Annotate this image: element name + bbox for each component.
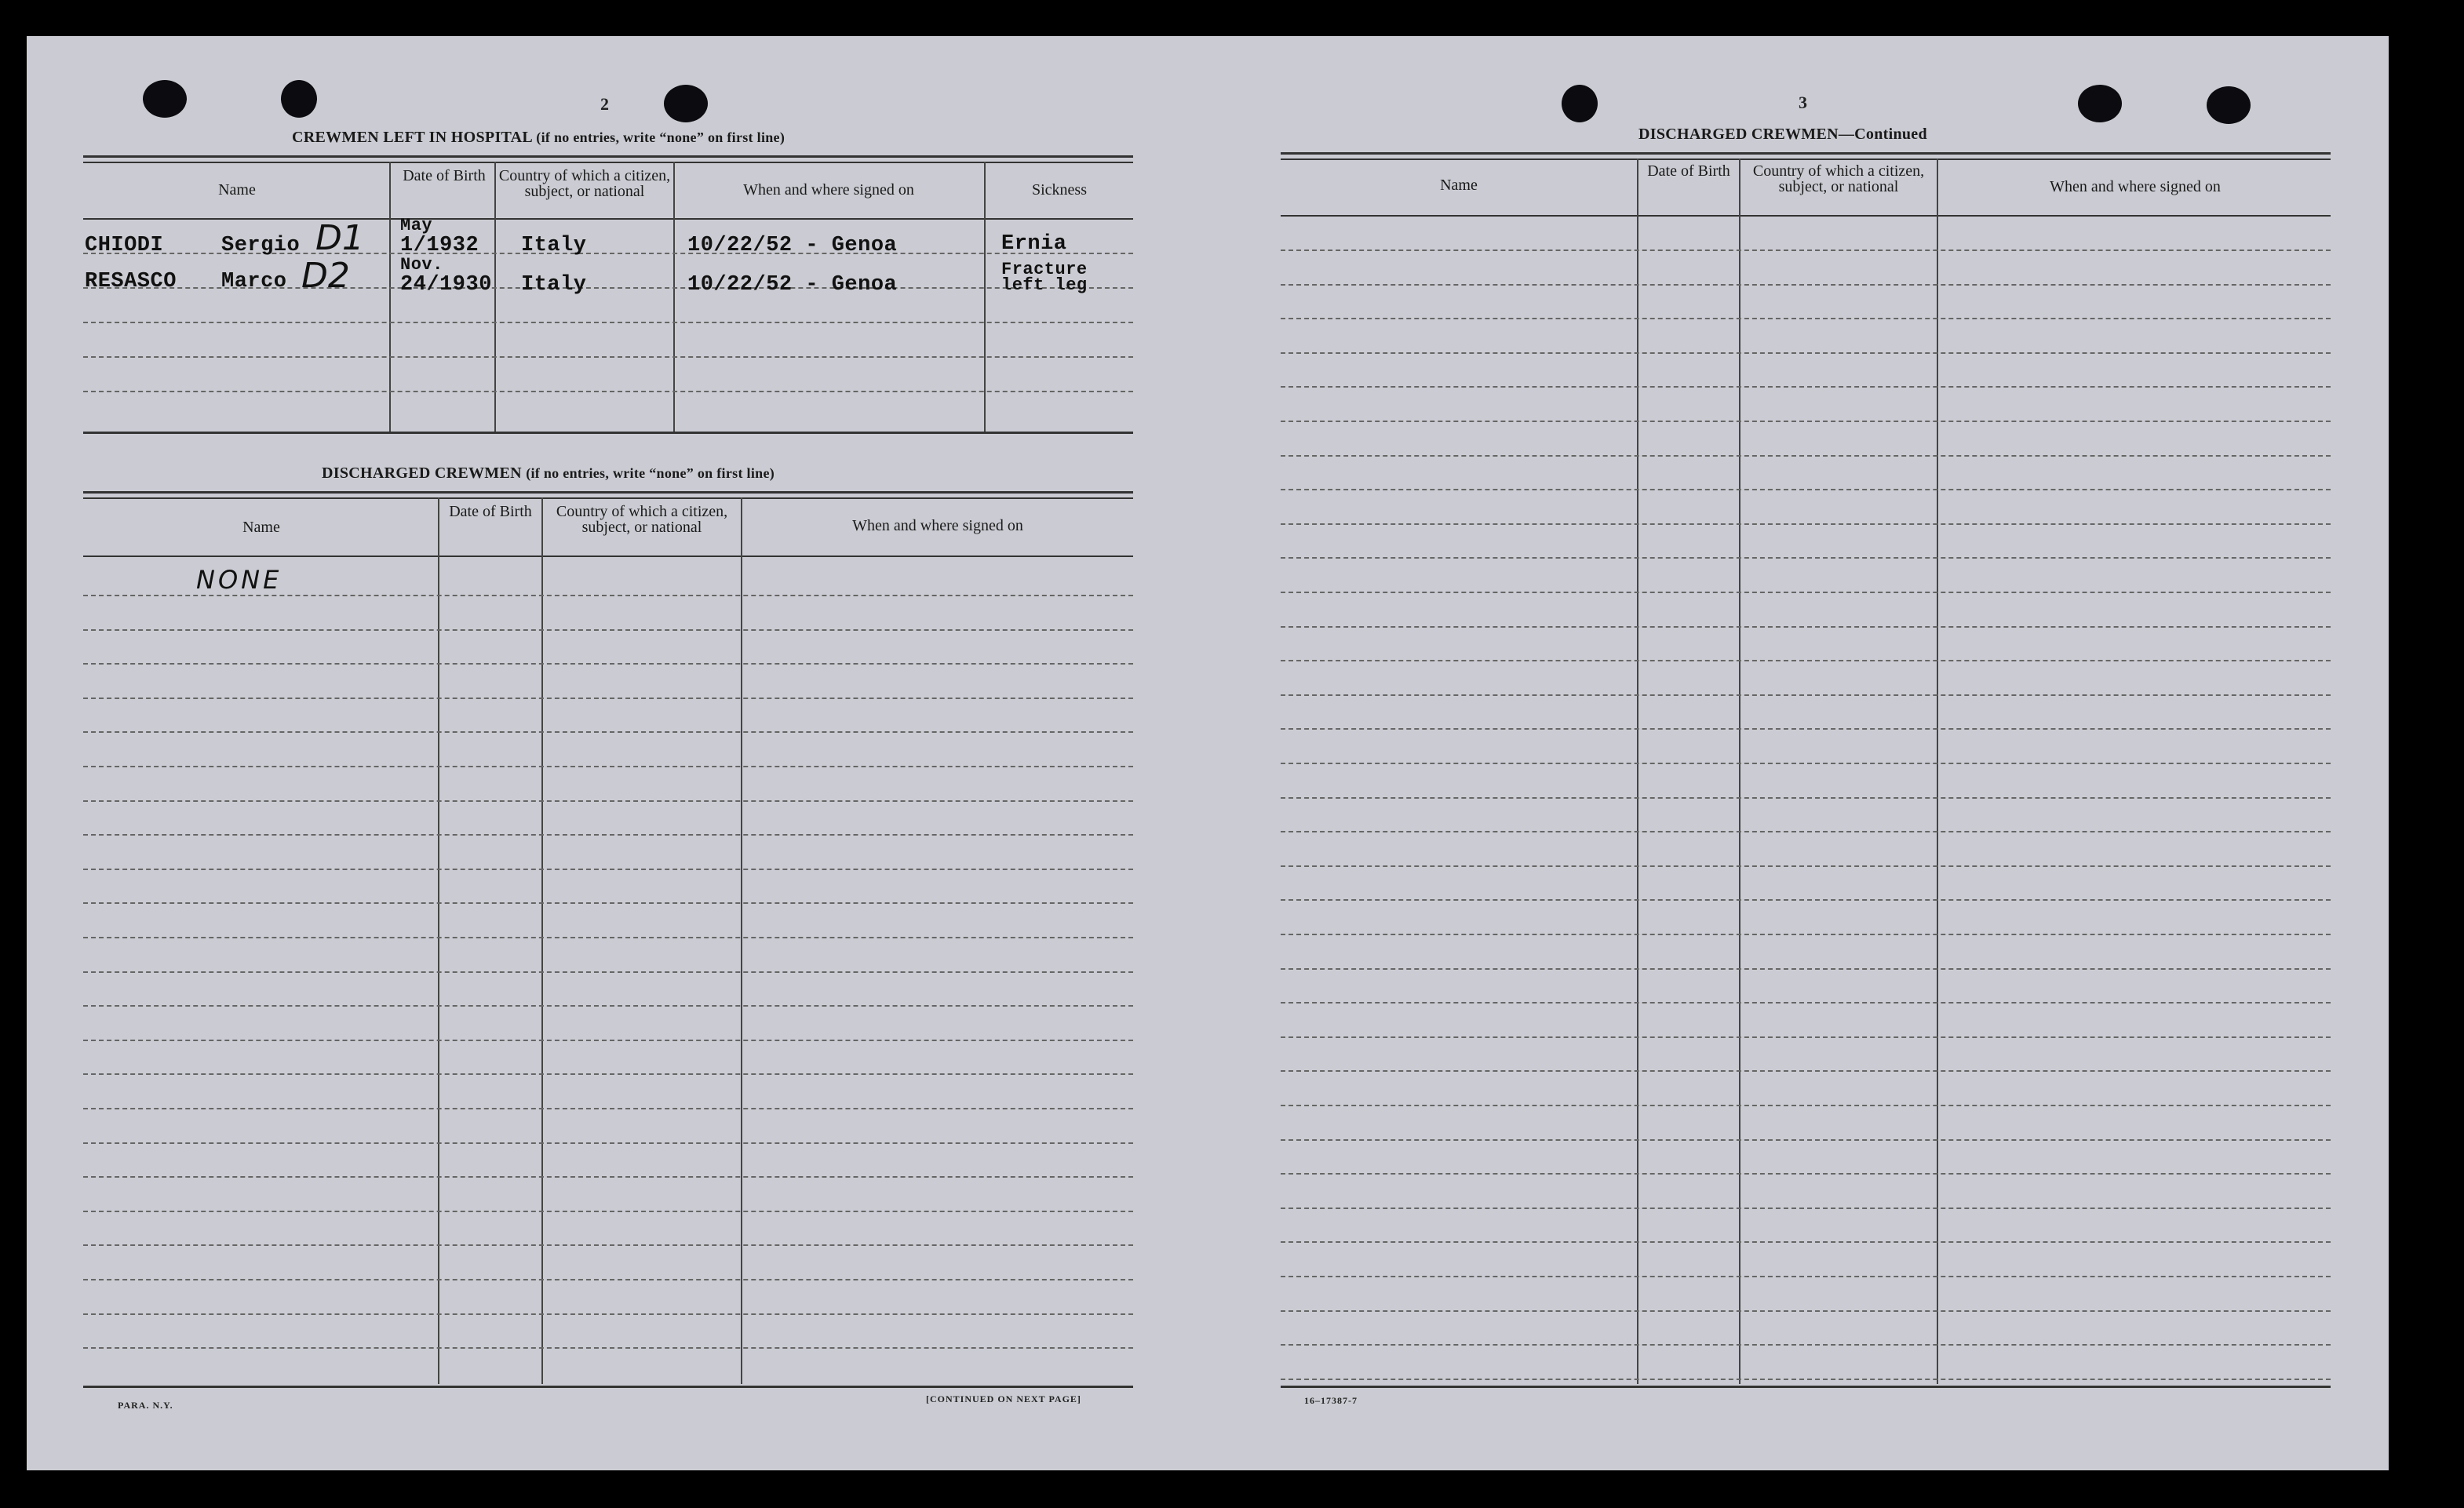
row-line: [1281, 728, 2331, 730]
rule: [1281, 158, 2331, 160]
row-line: [83, 731, 1133, 733]
row1-given: Sergio: [221, 234, 301, 257]
punch-hole: [143, 80, 187, 118]
discharged-none-entry: NONE: [196, 565, 282, 595]
row-line: [83, 356, 1133, 358]
row1-signed: 10/22/52 - Genoa: [687, 234, 898, 257]
punch-hole: [1562, 85, 1598, 122]
rule: [83, 491, 1133, 494]
col-header-name: Name: [218, 181, 256, 199]
col-header-sickness: Sickness: [1032, 181, 1087, 199]
col-header-dob: Date of Birth: [403, 167, 486, 184]
rule: [83, 155, 1133, 158]
punch-hole: [2207, 86, 2251, 124]
row-line: [1281, 284, 2331, 286]
row-line: [83, 629, 1133, 631]
footer-continued: [CONTINUED ON NEXT PAGE]: [926, 1393, 1081, 1404]
rule: [83, 497, 1133, 499]
row-line: [83, 1040, 1133, 1041]
row-line: [1281, 489, 2331, 490]
row-line: [1281, 934, 2331, 935]
rule: [1281, 152, 2331, 155]
column-divider: [1937, 158, 1938, 1384]
col-header-when-where: When and where signed on: [2050, 178, 2221, 195]
column-divider: [494, 162, 496, 433]
row-line: [1281, 250, 2331, 251]
column-divider: [984, 162, 986, 433]
punch-hole: [2078, 85, 2122, 122]
row-line: [1281, 1070, 2331, 1072]
col-header-country: Country of which a citizen, subject, or national: [1752, 162, 1925, 195]
document-sheet: [27, 36, 2389, 1470]
row2-dob-month: Nov.: [400, 255, 443, 275]
rule: [83, 555, 1133, 557]
page-number-right: 3: [1799, 93, 1807, 112]
column-divider: [389, 162, 391, 433]
row-line: [1281, 455, 2331, 457]
row-line: [83, 1211, 1133, 1212]
discharged-note: (if no entries, write “none” on first line): [526, 465, 775, 481]
rule: [83, 218, 1133, 220]
row-line: [83, 1005, 1133, 1007]
col-header-name: Name: [1440, 177, 1478, 194]
col-header-when-where: When and where signed on: [852, 517, 1023, 534]
row-line: [83, 800, 1133, 802]
page-number-left: 2: [600, 94, 609, 114]
rule: [83, 1386, 1133, 1388]
row-line: [1281, 1002, 2331, 1004]
row-line: [1281, 1105, 2331, 1106]
row-line: [1281, 626, 2331, 628]
row-line: [83, 1073, 1133, 1075]
row1-surname: CHIODI: [85, 234, 164, 257]
row-line: [83, 1108, 1133, 1109]
row2-mark: D2: [301, 256, 350, 296]
row2-sickness: Fracture left leg: [1001, 260, 1088, 295]
row-line: [83, 766, 1133, 767]
row1-sickness: Ernia: [1001, 232, 1067, 256]
row-line: [83, 1244, 1133, 1246]
row-line: [1281, 1379, 2331, 1380]
row-line: [1281, 592, 2331, 593]
col-header-dob: Date of Birth: [1647, 162, 1730, 180]
col-header-country: Country of which a citizen, subject, or national: [498, 167, 671, 200]
col-header-country: Country of which a citizen, subject, or national: [556, 503, 728, 536]
row-line: [83, 698, 1133, 699]
row1-country: Italy: [521, 234, 587, 257]
col-header-dob: Date of Birth: [449, 503, 532, 520]
row-line: [1281, 694, 2331, 696]
row-line: [1281, 318, 2331, 319]
discharged-section-title: [322, 464, 775, 483]
rule: [1281, 215, 2331, 217]
discharged-title: DISCHARGED CREWMEN: [322, 464, 522, 482]
row2-country: Italy: [521, 273, 587, 297]
row-line: [1281, 1139, 2331, 1141]
row-line: [1281, 797, 2331, 799]
row-line: [83, 937, 1133, 938]
row-line: [83, 1347, 1133, 1349]
row-line: [1281, 865, 2331, 867]
right-section-title: DISCHARGED CREWMEN—Continued: [1638, 126, 1927, 143]
hospital-section-title: [292, 129, 785, 147]
column-divider: [673, 162, 675, 433]
row-line: [83, 391, 1133, 392]
row1-dob-month: May: [400, 216, 433, 235]
rule: [1281, 1386, 2331, 1388]
row-line: [1281, 557, 2331, 559]
row-line: [83, 869, 1133, 870]
row-line: [1281, 968, 2331, 970]
rule: [83, 432, 1133, 434]
row2-given: Marco: [221, 270, 287, 293]
row1-mark: D1: [315, 218, 364, 258]
row-line: [83, 663, 1133, 665]
row-line: [83, 971, 1133, 973]
row-line: [1281, 763, 2331, 764]
row-line: [1281, 1036, 2331, 1038]
row-line: [83, 1279, 1133, 1280]
row-line: [1281, 352, 2331, 354]
row1-dob: 1/1932: [400, 234, 479, 257]
row-line: [83, 595, 1133, 596]
punch-hole: [281, 80, 317, 118]
row-line: [83, 1313, 1133, 1315]
row-line: [83, 322, 1133, 323]
row-line: [1281, 1310, 2331, 1312]
row-line: [83, 1142, 1133, 1144]
hospital-note: (if no entries, write “none” on first line): [536, 129, 785, 145]
row-line: [83, 1176, 1133, 1178]
row-line: [1281, 421, 2331, 422]
row-line: [1281, 386, 2331, 388]
row-line: [1281, 899, 2331, 901]
column-divider: [1739, 158, 1740, 1384]
hospital-title: CREWMEN LEFT IN HOSPITAL: [292, 129, 532, 146]
column-divider: [1637, 158, 1638, 1384]
col-header-name: Name: [242, 519, 280, 536]
punch-hole: [664, 85, 708, 122]
row-line: [1281, 1241, 2331, 1243]
row-line: [83, 902, 1133, 904]
row-line: [1281, 660, 2331, 661]
footer-form-number: 16–17387-7: [1304, 1395, 1358, 1406]
row-line: [1281, 1276, 2331, 1277]
row-line: [1281, 523, 2331, 525]
row2-signed: 10/22/52 - Genoa: [687, 273, 898, 297]
row2-surname: RESASCO: [85, 270, 177, 293]
row-line: [1281, 1207, 2331, 1209]
row-line: [1281, 1344, 2331, 1346]
row2-dob: 24/1930: [400, 273, 492, 297]
footer-printer: PARA. N.Y.: [118, 1400, 173, 1411]
rule: [83, 162, 1133, 163]
row-line: [83, 834, 1133, 836]
col-header-when-where: When and where signed on: [743, 181, 914, 199]
row-line: [1281, 831, 2331, 832]
row-line: [1281, 1173, 2331, 1175]
